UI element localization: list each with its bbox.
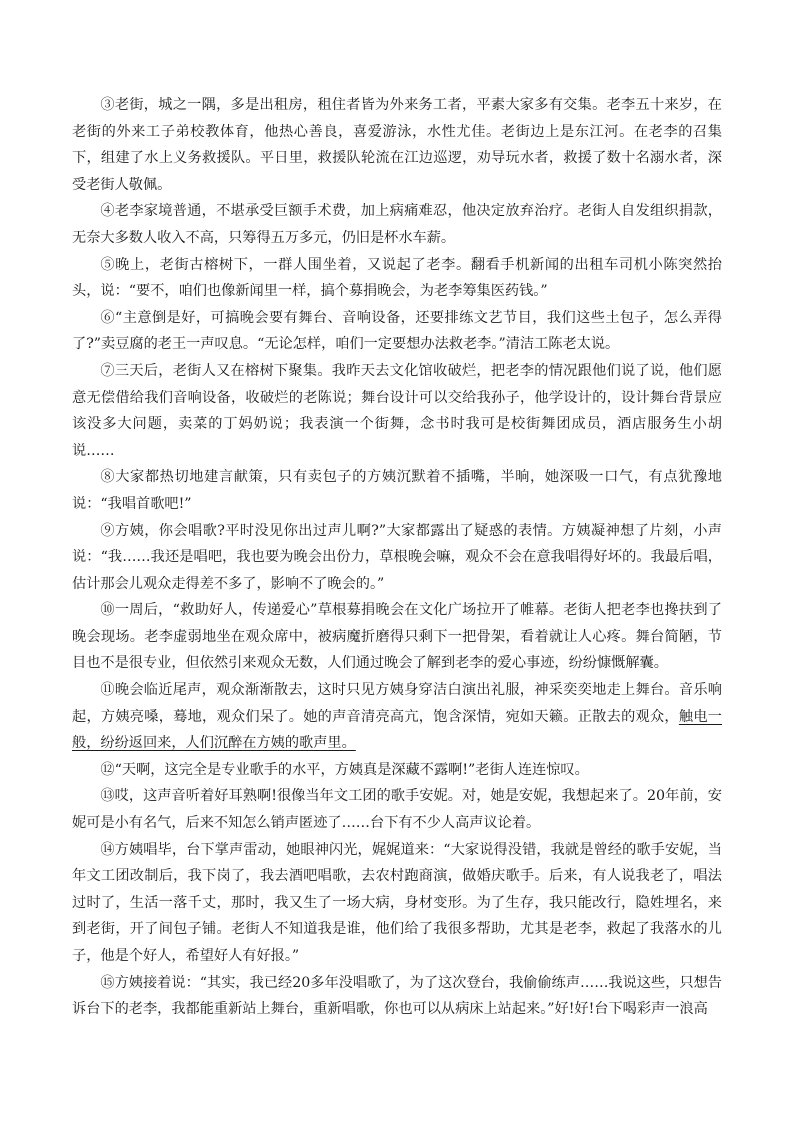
paragraph-11-underlined-sentence: 触电一般，纷纷返回来，人们沉醉在方姨的歌声里。 [72, 708, 722, 752]
paragraph-11 [72, 677, 722, 757]
paragraph-14: ⑭方姨唱毕，台下掌声雷动，她眼神闪光，娓娓道来：“大家说得没错，我就是曾经的歌手安妮，当年文工团改制后，我下岗了，我去酒吧唱歌，去农村跑商演，做婚庆歌手。后来，有人说我老了，唱法过时了，生活一落千丈，那时，我又生了一场大病，身材变形。为了生存，我只能改行，隐姓埋名，来到老街，开了间包子铺。老街人不知道我是谁，他们给了我很多帮助，尤其是老李，救起了我落水的儿子，他是个好人，希望好人有好报。” [72, 841, 722, 964]
article-body [72, 92, 722, 1023]
paragraph-13: ⑬哎，这声音听着好耳熟啊!很像当年文工团的歌手安妮。对，她是安妮，我想起来了。20年前，安妮可是小有名气，后来不知怎么销声匿迹了……台下有不少人高声议论着。 [72, 788, 722, 832]
paragraph-12: ⑫“天啊，这完全是专业歌手的水平，方姨真是深藏不露啊!”老街人连连惊叹。 [100, 761, 589, 778]
paragraph-6: ⑥“主意倒是好，可搞晚会要有舞台、音响设备，还要排练文艺节目，我们这些土包子，怎么弄得了?”卖豆腐的老王一声叹息。“无论怎样，咱们一定要想办法救老李。”清洁工陈老太说。 [72, 309, 722, 353]
paragraph-7: ⑦三天后，老街人又在榕树下聚集。我昨天去文化馆收破烂，把老李的情况跟他们说了说，他们愿意无偿借给我们音响设备，收破烂的老陈说；舞台设计可以交给我孙子，他学设计的，设计舞台背景应该没多大问题，卖菜的丁妈奶说；我表演一个街舞，念书时我可是校街舞团成员，酒店服务生小胡说…… [72, 362, 722, 459]
paragraph-15: ⑮方姨接着说：“其实，我已经20多年没唱歌了，为了这次登台，我偷偷练声……我说这些，只想告诉台下的老李，我都能重新站上舞台，重新唱歌，你也可以从病床上站起来。”好!好!台下喝彩声一浪高 [72, 974, 722, 1018]
paragraph-11-text: ⑪晚会临近尾声，观众渐渐散去，这时只见方姨身穿洁白演出礼服，神采奕奕地走上舞台。音乐响起，方姨亮嗓，蓦地，观众们呆了。她的声音清亮高亢，饱含深情，宛如天籁。正散去的观众， [72, 682, 722, 725]
paragraph-10: ⑩一周后，“救助好人，传递爱心”草根募捐晚会在文化广场拉开了帷幕。老街人把老李也搀扶到了晚会现场。老李虚弱地坐在观众席中，被病魔折磨得只剩下一把骨架，看着就让人心疼。舞台简陋，节目也不是很专业，但依然引来观众无数，人们通过晚会了解到老李的爱心事迹，纷纷慷慨解囊。 [72, 602, 722, 672]
paragraph-4: ④老李家境普通，不堪承受巨额手术费，加上病痛难忍，他决定放弃治疗。老街人自发组织捐款，无奈大多数人收入不高，只筹得五万多元，仍旧是杯水车薪。 [72, 203, 722, 246]
paragraph-3: ③老街，城之一隅，多是出租房，租住者皆为外来务工者，平素大家多有交集。老李五十来岁，在老街的外来工子弟校教体育，他热心善良，喜爱游泳，水性尤佳。老街边上是东江河。在老李的召集下，组建了水上义务救援队。平日里，救援队轮流在江边巡逻，劝导玩水者，救援了数十名溺水者，深受老街人敬佩。 [72, 97, 722, 193]
paragraph-9: ⑨方姨，你会唱歌?平时没见你出过声儿啊?”大家都露出了疑惑的表情。方姨凝神想了片刻，小声说：“我……我还是唱吧，我也要为晚会出份力，草根晚会嘛，观众不会在意我唱得好坏的。我最后唱，估计那会儿观众走得差不多了，影响不了晚会的。” [72, 522, 722, 592]
paragraph-8: ⑧大家都热切地建言献策，只有卖包子的方姨沉默着不插嘴，半晌，她深吸一口气，有点犹豫地说：“我唱首歌吧!” [72, 469, 722, 512]
paragraph-5: ⑤晚上，老街古榕树下，一群人围坐着，又说起了老李。翻看手机新闻的出租车司机小陈突然抬头，说：“要不，咱们也像新闻里一样，搞个募捐晚会，为老李筹集医药钱。” [72, 256, 722, 300]
